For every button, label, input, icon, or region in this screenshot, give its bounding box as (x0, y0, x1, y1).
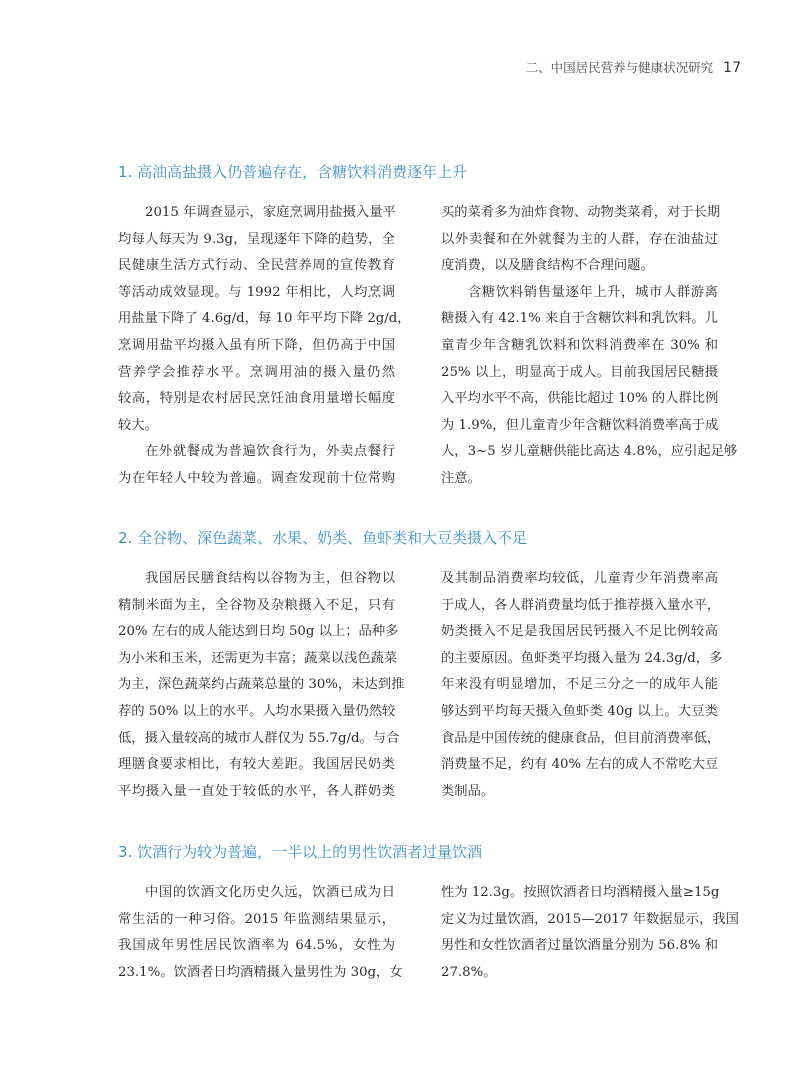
section-3 (118, 842, 739, 986)
text-line: 低，摄入量较高的城市人群仅为 55.7g/d。与合 (118, 730, 400, 746)
text-line: 20% 左右的成人能达到日均 50g 以上；品种多 (118, 624, 399, 640)
text-line: 含糖饮料销售量逐年上升，城市人群游离 (468, 284, 718, 300)
section-heading: 2. 全谷物、深色蔬菜、水果、奶类、鱼虾类和大豆类摄入不足 (118, 529, 528, 547)
two-column-body (118, 566, 723, 805)
text-line: 为在年轻人中较为普遍。调查发现前十位常购 (118, 470, 395, 486)
two-column-body (118, 880, 739, 986)
text-line: 平均摄入量一直处于较低的水平，各人群奶类 (118, 783, 395, 799)
text-line: 消费量不足，约有 40% 左右的成人不常吃大豆 (441, 757, 719, 773)
section-2 (118, 528, 723, 805)
left-column (118, 566, 405, 805)
text-line: 买的菜肴多为油炸食物、动物类菜肴，对于长期 (441, 205, 721, 220)
text-line: 注意。 (441, 470, 481, 486)
text-line: 以外卖餐和在外就餐为主的人群，存在油盐过 (441, 231, 718, 247)
section-heading: 1. 高油高盐摄入仍普遍存在，含糖饮料消费逐年上升 (118, 163, 468, 181)
text-line: 均每人每天为 9.3g，呈现逐年下降的趋势，全 (118, 231, 395, 247)
text-line: 23.1%。饮酒者日均酒精摄入量男性为 30g，女 (118, 964, 403, 980)
right-column (441, 566, 723, 805)
text-line: 为主，深色蔬菜约占蔬菜总量的 30%，未达到推 (118, 677, 405, 693)
section-1 (118, 162, 738, 493)
text-line: 类制品。 (441, 783, 495, 799)
text-line: 烹调用盐平均摄入虽有所下降，但仍高于中国 (118, 337, 395, 353)
text-line: 定义为过量饮酒，2015—2017 年数据显示，我国 (441, 911, 739, 927)
text-line: 年来没有明显增加，不足三分之一的成年人能 (441, 677, 718, 693)
text-line: 性为 12.3g。按照饮酒者日均酒精摄入量≥15g (441, 885, 720, 900)
text-line: 较高，特别是农村居民烹饪油食用量增长幅度 (118, 391, 395, 407)
text-line: 精制米面为主，全谷物及杂粮摄入不足，只有 (118, 597, 395, 613)
right-column (441, 880, 739, 986)
text-line: 中国的饮酒文化历史久远，饮酒已成为日 (145, 885, 395, 900)
text-line: 我国成年男性居民饮酒率为 64.5%，女性为 (118, 938, 395, 954)
text-line: 度消费，以及膳食结构不合理问题。 (441, 258, 654, 274)
text-line: 于成人，各人群消费量均低于推荐摄入量水平， (441, 597, 721, 613)
text-line: 食品是中国传统的健康食品，但目前消费率低， (441, 730, 721, 746)
text-line: 民健康生活方式行动、全民营养周的宣传教育 (118, 258, 395, 274)
text-line: 糖摄入有 42.1% 来自于含糖饮料和乳饮料。儿 (441, 311, 718, 327)
running-header (526, 58, 741, 76)
section-title: 二、中国居民营养与健康状况研究 (525, 60, 714, 75)
text-line: 及其制品消费率均较低，儿童青少年消费率高 (441, 571, 718, 586)
text-line: 在外就餐成为普遍饮食行为，外卖点餐行 (145, 444, 395, 460)
left-column (118, 200, 411, 493)
text-line: 用盐量下降了 4.6g/d，每 10 年平均下降 2g/d， (118, 311, 411, 327)
text-line: 入平均水平不高，供能比超过 10% 的人群比例 (441, 391, 719, 407)
text-line: 为小米和玉米，还需更为丰富；蔬菜以浅色蔬菜 (118, 650, 398, 666)
right-column (441, 200, 738, 493)
text-line: 25% 以上，明显高于成人。目前我国居民糖摄 (441, 364, 718, 380)
text-line: 我国居民膳食结构以谷物为主，但谷物以 (145, 571, 395, 586)
text-line: 为 1.9%，但儿童青少年含糖饮料消费率高于成 (441, 417, 719, 433)
text-line: 男性和女性饮酒者过量饮酒量分别为 56.8% 和 (441, 938, 718, 954)
text-line: 奶类摄入不足是我国居民钙摄入不足比例较高 (441, 624, 718, 640)
text-line: 等活动成效显现。与 1992 年相比，人均烹调 (118, 284, 395, 300)
text-line: 常生活的一种习俗。2015 年监测结果显示， (118, 911, 395, 927)
two-column-body (118, 200, 738, 493)
left-column (118, 880, 403, 986)
text-line: 荐的 50% 以上的水平。人均水果摄入量仍然较 (118, 703, 396, 719)
text-line: 理膳食要求相比，有较大差距。我国居民奶类 (118, 757, 395, 773)
text-line: 人，3~5 岁儿童糖供能比高达 4.8%，应引起足够 (441, 444, 738, 460)
text-line: 够达到平均每天摄入鱼虾类 40g 以上。大豆类 (441, 703, 718, 719)
text-line: 童青少年含糖乳饮料和饮料消费率在 30% 和 (441, 337, 718, 353)
text-line: 的主要原因。鱼虾类平均摄入量为 24.3g/d，多 (441, 650, 723, 666)
text-line: 2015 年调查显示，家庭烹调用盐摄入量平 (145, 205, 396, 220)
text-line: 营养学会推荐水平。烹调用油的摄入量仍然 (118, 364, 395, 380)
text-line: 较大。 (118, 417, 158, 433)
section-heading: 3. 饮酒行为较为普遍，一半以上的男性饮酒者过量饮酒 (118, 843, 483, 861)
page-number: 17 (723, 60, 741, 76)
text-line: 27.8%。 (441, 964, 497, 980)
